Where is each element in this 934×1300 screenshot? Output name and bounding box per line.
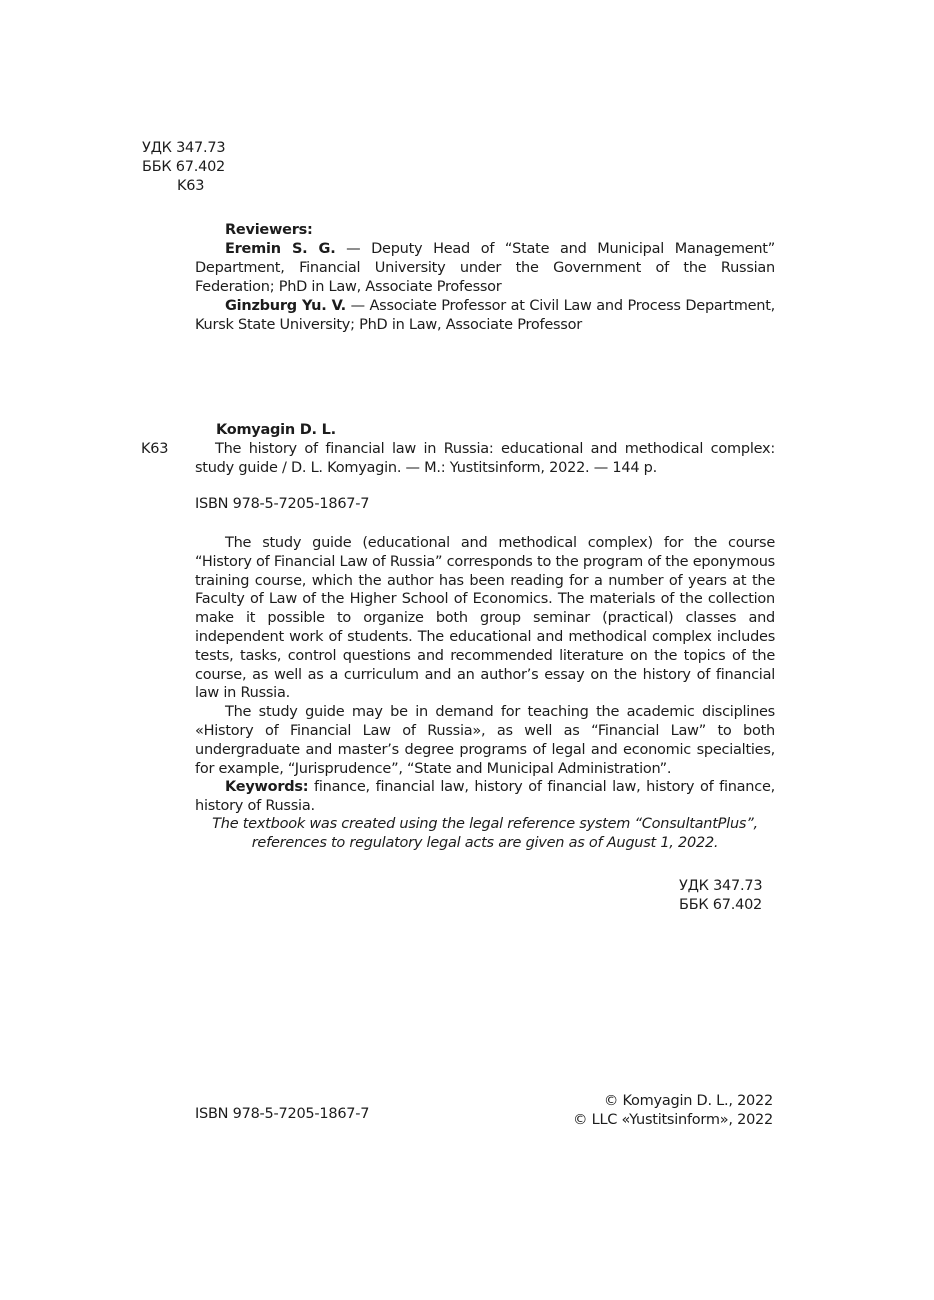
classification-codes-top: [142, 139, 225, 196]
abstract-paragraph-text: The study guide may be in demand for teaching the academic disciplines «History of Financial Law of Russia», as well as “Financial Law” to both undergraduate and master’s degree programs of legal and economic specialties, for example, “Jurisprudence”, “State and Municipal Administration”.: [195, 704, 775, 777]
copyright-author: © Komyagin D. L., 2022: [603, 1093, 773, 1109]
reviewer-entry: [195, 240, 775, 297]
reviewer-description: — Associate Professor at Civil Law and Process Department, Kursk State University; PhD in Law, Associate Professor: [195, 298, 775, 333]
author-sign: K63: [177, 178, 205, 194]
reference-note-line: references to regulatory legal acts are given as of August 1, 2022.: [251, 835, 719, 851]
reviewer-entry: [195, 297, 775, 335]
author-heading: Komyagin D. L.: [216, 422, 336, 438]
copyright-block: [573, 1092, 773, 1130]
footer-isbn: ISBN 978-5-7205-1867-7: [195, 1106, 370, 1122]
reviewer-description: — Deputy Head of “State and Municipal Management” Department, Financial University under the Government of the Russian Federation; PhD in Law, Associate Professor: [195, 241, 776, 295]
udk-code: УДК 347.73: [142, 140, 226, 156]
reviewers-heading: Reviewers:: [225, 222, 313, 238]
copyright-publisher: © LLC «Yustitsinform», 2022: [573, 1112, 773, 1128]
udk-code: УДК 347.73: [679, 878, 763, 894]
abstract-paragraph: [195, 703, 775, 778]
author-sign-side: K63: [141, 441, 169, 457]
isbn: ISBN 978-5-7205-1867-7: [195, 496, 370, 512]
bbk-code: ББК 67.402: [679, 897, 763, 913]
reference-note: [195, 815, 775, 853]
classification-codes-bottom: [679, 877, 762, 915]
keywords-text: finance, financial law, history of financial law, history of finance, history of Russia.: [195, 779, 775, 815]
keywords-label: Keywords:: [225, 779, 309, 796]
reference-note-line: The textbook was created using the legal reference system “ConsultantPlus”,: [212, 816, 758, 832]
reviewer-name: Ginzburg Yu. V.: [225, 298, 346, 314]
bibliographic-description: [195, 440, 775, 478]
reviewer-name: Eremin S. G.: [225, 241, 336, 257]
abstract-paragraph-text: The study guide (educational and methodical complex) for the course “History of Financial Law of Russia” corresponds to the program of the eponymous training course, which the author has been reading for a number of years at the Faculty of Law of the Higher School of Economics. The materials of the collection make it possible to organize both group seminar (practical) classes and independent work of students. The educational and methodical complex includes tests, tasks, control questions and recommended literature on the topics of the course, as well as a curriculum and an author’s essay on the history of financial law in Russia.: [195, 535, 775, 702]
bbk-code: ББК 67.402: [142, 159, 226, 175]
abstract: [195, 534, 775, 816]
reviewers-block: [195, 221, 775, 335]
bibliographic-text: The history of financial law in Russia: educational and methodical complex: study guide / D. L. Komyagin. — M.: Yustitsinform, 2022. — 144 p.: [195, 441, 775, 476]
abstract-paragraph: [195, 534, 775, 703]
keywords: [195, 778, 775, 816]
